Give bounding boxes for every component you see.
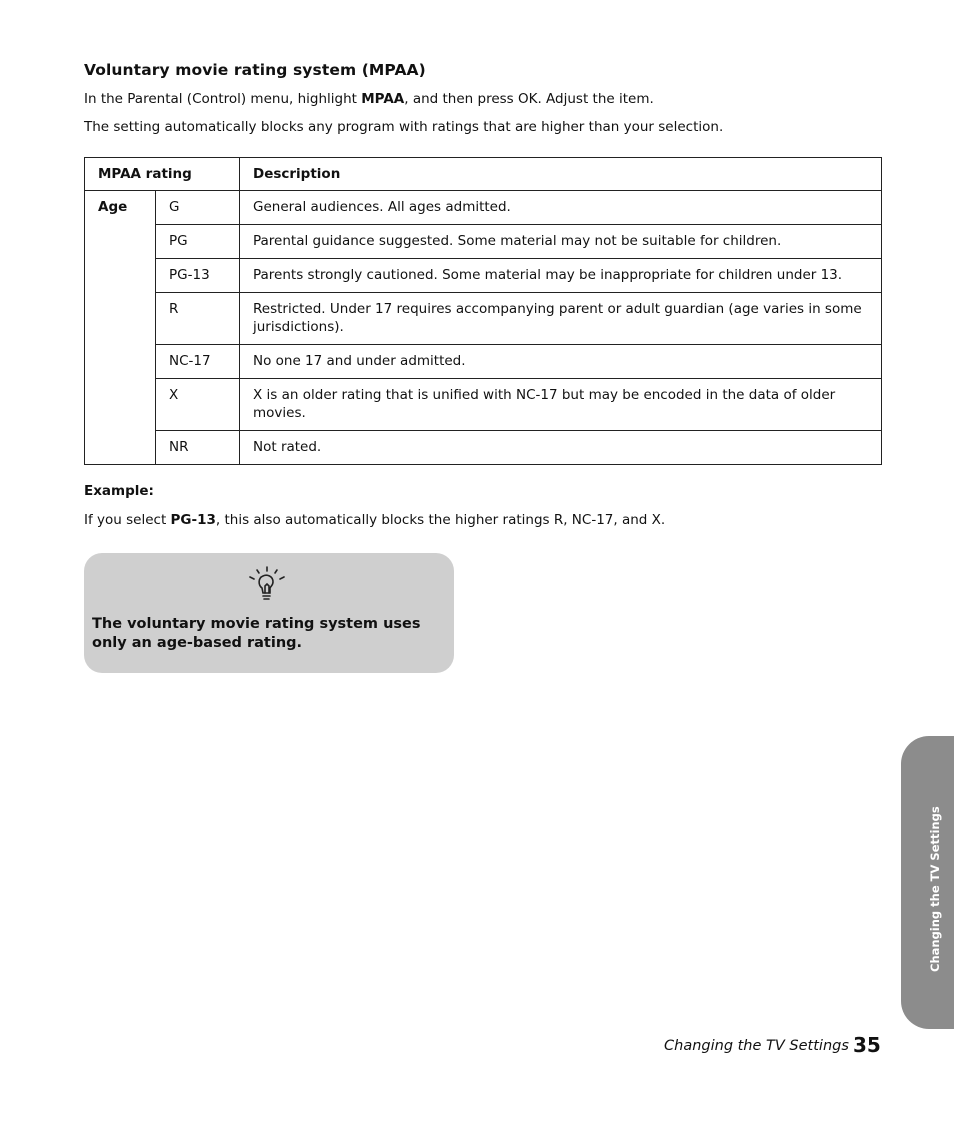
rating-cell: X: [156, 379, 240, 431]
intro-paragraph: [84, 90, 654, 108]
rating-cell: PG-13: [156, 259, 240, 293]
intro-text-start: In the Parental (Control) menu, highlight: [84, 91, 362, 107]
table-header-row: [85, 158, 882, 191]
rating-cell: NR: [156, 431, 240, 465]
rating-cell: R: [156, 293, 240, 345]
mpaa-rating-table: [84, 157, 882, 465]
example-label: Example:: [84, 483, 154, 499]
intro-text-mpaa: MPAA: [361, 91, 405, 107]
table-row: [85, 431, 882, 465]
example-paragraph: [84, 511, 665, 529]
lightbulb-icon: [248, 566, 286, 606]
table-row: [85, 293, 882, 345]
rating-cell: PG: [156, 225, 240, 259]
description-cell: Parental guidance suggested. Some material may not be suitable for children.: [240, 225, 882, 259]
page-number: 35: [853, 1033, 881, 1057]
description-cell: Not rated.: [240, 431, 882, 465]
age-group-label: Age: [85, 191, 156, 465]
table-row: [85, 259, 882, 293]
description-cell: General audiences. All ages admitted.: [240, 191, 882, 225]
description-cell: No one 17 and under admitted.: [240, 345, 882, 379]
description-cell: Restricted. Under 17 requires accompanying parent or adult guardian (age varies in some jurisdictions).: [240, 293, 882, 345]
tip-text: The voluntary movie rating system uses only an age-based rating.: [92, 616, 421, 651]
example-text-end: , this also automatically blocks the higher ratings R, NC-17, and X.: [215, 512, 666, 528]
blocking-paragraph: The setting automatically blocks any program with ratings that are higher than your selection.: [84, 119, 724, 135]
table-row: [85, 379, 882, 431]
example-text-rating: PG-13: [170, 512, 216, 528]
intro-text-end: , and then press OK. Adjust the item.: [404, 91, 654, 107]
description-cell: X is an older rating that is unified with NC-17 but may be encoded in the data of older movies.: [240, 379, 882, 431]
rating-cell: G: [156, 191, 240, 225]
tip-box: [84, 553, 454, 673]
footer-section-title: Changing the TV Settings: [664, 1038, 849, 1054]
table-row: [85, 191, 882, 225]
header-description: Description: [240, 158, 882, 191]
rating-cell: NC-17: [156, 345, 240, 379]
table-row: [85, 225, 882, 259]
chapter-side-tab-label: Changing the TV Settings: [928, 806, 942, 972]
table-row: [85, 345, 882, 379]
header-mpaa-rating: MPAA rating: [85, 158, 240, 191]
section-heading: Voluntary movie rating system (MPAA): [84, 61, 426, 79]
example-text-start: If you select: [84, 512, 171, 528]
description-cell: Parents strongly cautioned. Some material may be inappropriate for children under 13.: [240, 259, 882, 293]
